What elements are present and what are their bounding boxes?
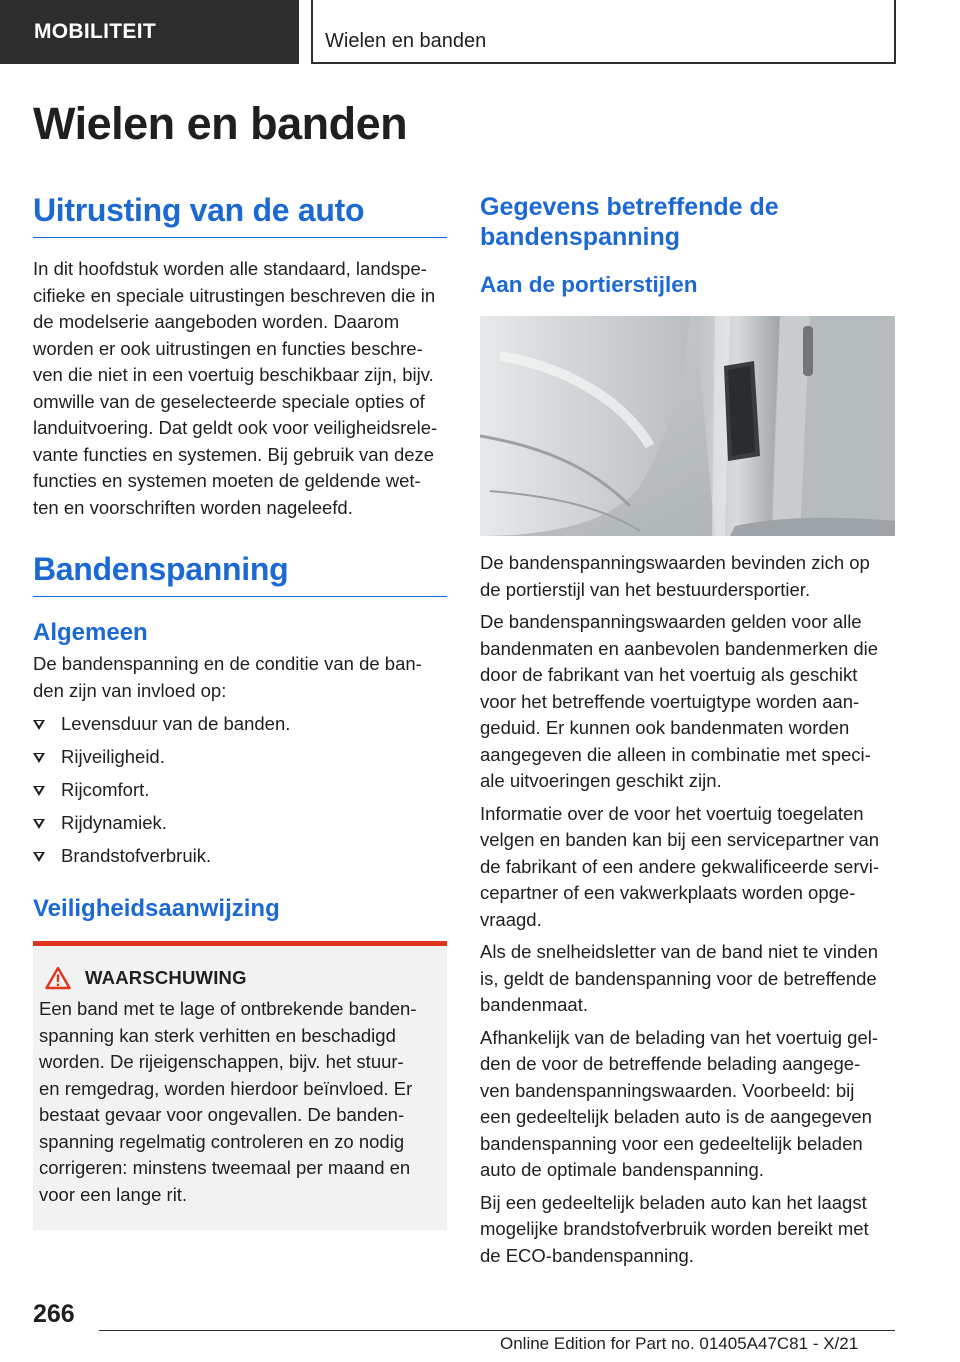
warning-triangle-icon bbox=[45, 966, 71, 990]
text-line: worden er ook uitrustingen en functies beschre- bbox=[33, 337, 423, 359]
bullet-triangle-icon bbox=[33, 720, 45, 730]
text-line: vraagd. bbox=[480, 908, 542, 930]
bullet-triangle-icon bbox=[33, 753, 45, 763]
text-line: een gedeeltelijk beladen auto is de aangegeven bbox=[480, 1106, 872, 1127]
door-pillar-heading: Aan de portierstijlen bbox=[480, 272, 698, 297]
influence-list bbox=[33, 711, 447, 870]
text-line: Informatie over de voor het voertuig toegelaten bbox=[480, 802, 864, 824]
header-chapter-box bbox=[311, 0, 896, 64]
list-item-text: Brandstofverbruik. bbox=[61, 844, 212, 866]
text-line: voor het betreffende voertuigtype worden aan- bbox=[480, 690, 860, 712]
text-line: spanning kan sterk verhitten en beschadigd bbox=[39, 1024, 396, 1046]
text-line: ven die niet in een voertuig beschikbaar zijn, bijv. bbox=[33, 364, 434, 385]
text-line: ten en voorschriften worden nageleefd. bbox=[33, 496, 353, 518]
text-line: Een band met te lage of ontbrekende banden- bbox=[39, 998, 417, 1019]
text-line: spanning regelmatig controleren en zo nodig bbox=[39, 1130, 405, 1152]
bullet-triangle-icon bbox=[33, 819, 45, 829]
bullet-triangle-icon bbox=[33, 852, 45, 862]
text-line: bandenspanning voor een gedeeltelijk beladen bbox=[480, 1132, 863, 1154]
right-column bbox=[480, 192, 895, 1269]
warning-box bbox=[33, 941, 447, 1230]
text-line: aangegeven die alleen in combinatie met speci- bbox=[480, 743, 871, 765]
text-line: corrigeren: minstens tweemaal per maand en bbox=[39, 1157, 411, 1178]
text-line: De bandenspanning en de conditie van de ban- bbox=[33, 653, 422, 674]
text-line: de portierstijl van het bestuurdersportier. bbox=[480, 578, 811, 600]
door-pillar-photo bbox=[480, 316, 895, 536]
equipment-paragraph bbox=[33, 256, 447, 521]
general-heading: Algemeen bbox=[33, 619, 148, 646]
text-line: auto de optimale bandenspanning. bbox=[480, 1159, 764, 1180]
list-item bbox=[33, 744, 447, 771]
text-line: velgen en banden kan bij een servicepartner van bbox=[480, 829, 880, 850]
page-number: 266 bbox=[33, 1300, 75, 1328]
left-column bbox=[33, 192, 447, 1230]
text-line: worden. De rijeigenschappen, bijv. het stuur- bbox=[39, 1051, 404, 1072]
text-line: ven bandenspanningswaarden. Voorbeeld: bij bbox=[480, 1079, 855, 1101]
list-item-text: Rijveiligheid. bbox=[61, 745, 165, 767]
text-line: de modelserie aangeboden worden. Daarom bbox=[33, 311, 400, 332]
heading-line: bandenspanning bbox=[480, 223, 680, 251]
pressure-heading: Bandenspanning bbox=[33, 551, 447, 597]
page-title: Wielen en banden bbox=[33, 98, 408, 149]
warning-header bbox=[39, 966, 437, 990]
text-line: cifieke en speciale uitrustingen beschreven die in bbox=[33, 284, 436, 306]
text-line: mogelijke brandstofverbruik worden bereikt met bbox=[480, 1218, 869, 1239]
text-line: De bandenspanningswaarden gelden voor alle bbox=[480, 611, 862, 632]
footer-divider bbox=[99, 1330, 895, 1331]
text-line: De bandenspanningswaarden bevinden zich op bbox=[480, 552, 870, 573]
list-item bbox=[33, 843, 447, 870]
general-paragraph bbox=[33, 651, 447, 704]
list-item bbox=[33, 810, 447, 837]
text-line: bandenmaten en aanbevolen bandenmerken die bbox=[480, 637, 879, 659]
bullet-triangle-icon bbox=[33, 786, 45, 796]
paragraph-validity bbox=[480, 609, 895, 795]
text-line: de fabrikant of een andere gekwalificeerde servi- bbox=[480, 855, 880, 877]
text-line: Bij een gedeeltelijk beladen auto kan het laagst bbox=[480, 1191, 867, 1213]
text-line: den de voor de betreffende belading aangege- bbox=[480, 1053, 861, 1074]
text-line: Als de snelheidsletter van de band niet te vinden bbox=[480, 941, 879, 962]
text-line: voor een lange rit. bbox=[39, 1183, 188, 1205]
text-line: Afhankelijk van de belading van het voertuig gel- bbox=[480, 1026, 879, 1048]
warning-title: WAARSCHUWING bbox=[85, 967, 247, 988]
text-line: cepartner of een vakwerkplaats worden opge- bbox=[480, 882, 856, 903]
paragraph-information bbox=[480, 801, 895, 934]
paragraph-load bbox=[480, 1025, 895, 1184]
paragraph-speed-letter bbox=[480, 939, 895, 1019]
header-chapter-label: Wielen en banden bbox=[325, 30, 487, 52]
footer-edition: Online Edition for Part no. 01405A47C81 - X/21 bbox=[500, 1334, 859, 1353]
text-line: door de fabrikant van het voertuig als geschikt bbox=[480, 664, 858, 685]
text-line: ale uitvoeringen geschikt zijn. bbox=[480, 770, 722, 791]
list-item-text: Rijcomfort. bbox=[61, 778, 150, 800]
text-line: geduid. Er kunnen ook bandenmaten worden bbox=[480, 717, 850, 738]
paragraph-eco bbox=[480, 1190, 895, 1270]
safety-heading: Veiligheidsaanwijzing bbox=[33, 895, 280, 922]
tire-data-heading bbox=[480, 192, 895, 252]
text-line: landuitvoering. Dat geldt ook voor veiligheidsrele- bbox=[33, 417, 438, 438]
paragraph-location bbox=[480, 550, 895, 603]
header-section-tab bbox=[0, 0, 299, 64]
text-line: de ECO-bandenspanning. bbox=[480, 1244, 694, 1266]
warning-text bbox=[39, 996, 437, 1208]
list-item-text: Rijdynamiek. bbox=[61, 811, 167, 833]
text-line: functies en systemen moeten de geldende wet- bbox=[33, 470, 421, 491]
text-line: bandenmaat. bbox=[480, 994, 589, 1015]
list-item bbox=[33, 777, 447, 804]
text-line: bestaat gevaar voor ongevallen. De banden- bbox=[39, 1104, 405, 1125]
heading-line: Gegevens betreffende de bbox=[480, 193, 779, 221]
equipment-heading: Uitrusting van de auto bbox=[33, 192, 447, 238]
text-line: en remgedrag, worden hierdoor beïnvloed. Er bbox=[39, 1077, 413, 1099]
text-line: is, geldt de bandenspanning voor de betreffende bbox=[480, 967, 877, 989]
text-line: vante functies en systemen. Bij gebruik van deze bbox=[33, 443, 435, 465]
text-line: den zijn van invloed op: bbox=[33, 679, 227, 701]
text-line: In dit hoofdstuk worden alle standaard, landspe- bbox=[33, 258, 427, 279]
list-item-text: Levensduur van de banden. bbox=[61, 712, 291, 734]
list-item bbox=[33, 711, 447, 738]
header-section-label: MOBILITEIT bbox=[34, 20, 156, 43]
text-line: omwille van de geselecteerde speciale opties of bbox=[33, 390, 425, 412]
